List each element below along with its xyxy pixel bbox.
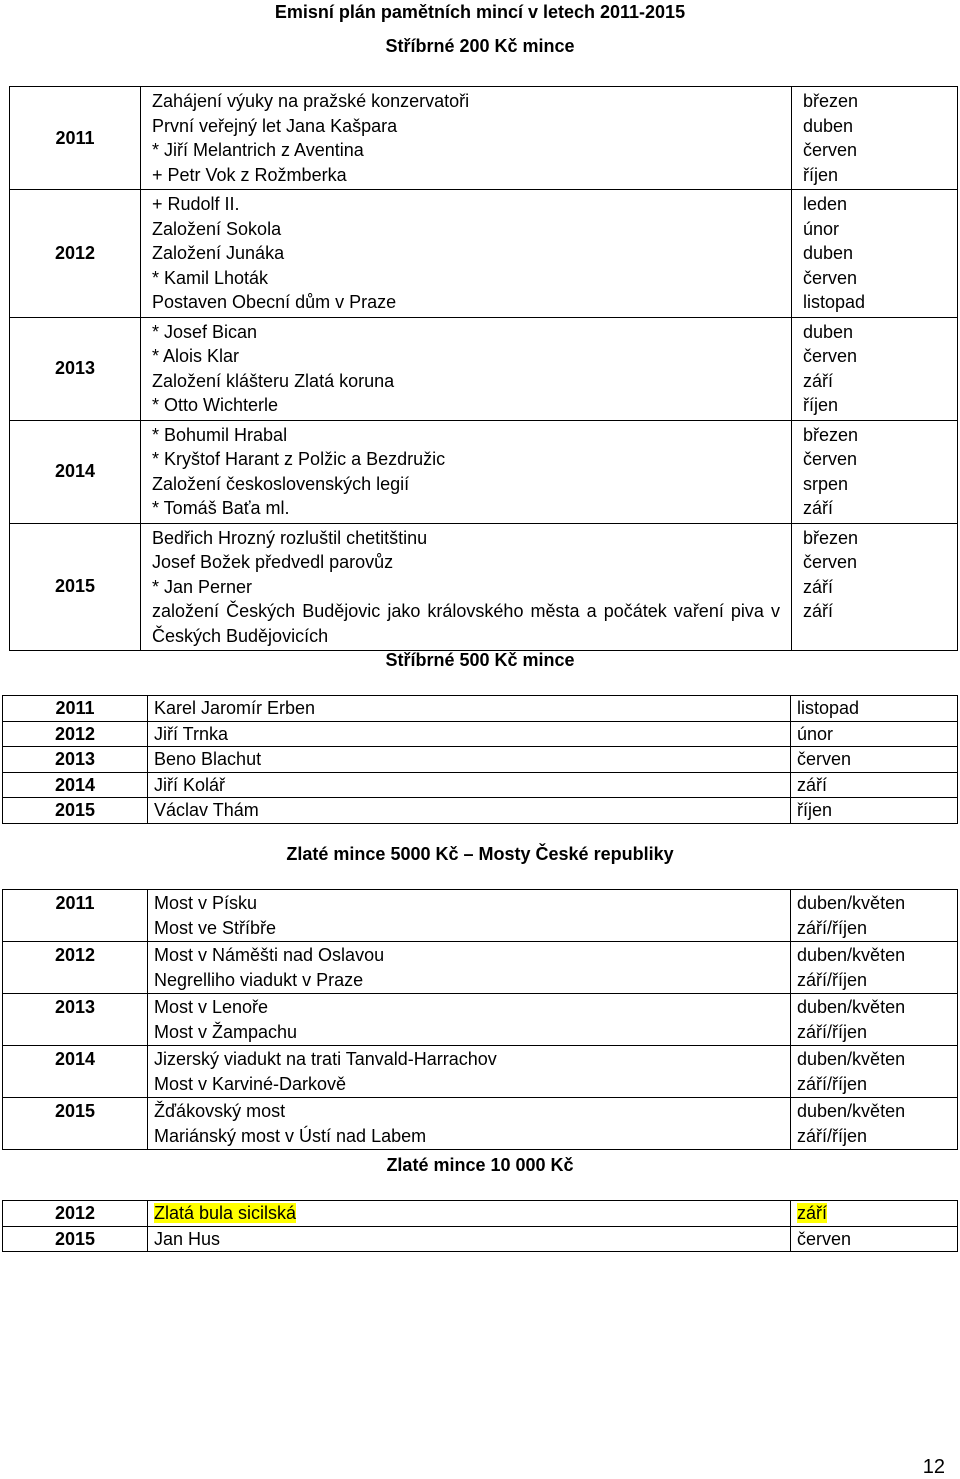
coin-name: První veřejný let Jana Kašpara xyxy=(152,115,398,136)
issue-month: březen xyxy=(803,424,859,445)
issue-month: duben/květen xyxy=(797,945,906,965)
coin-name: * Jiří Melantrich z Aventina xyxy=(152,140,364,160)
coin-name: Založení klášteru Zlatá koruna xyxy=(152,370,395,391)
issue-month: září/říjen xyxy=(797,1073,868,1094)
coin-name: Most v Písku xyxy=(154,893,258,913)
issue-months-cell xyxy=(792,420,958,523)
issue-months-cell xyxy=(792,87,958,190)
coin-name: Most v Lenoře xyxy=(154,997,269,1017)
coin-name: Založení Junáka xyxy=(152,243,285,263)
issue-month: září xyxy=(803,370,834,391)
issue-month: červen xyxy=(803,140,858,160)
coin-names-cell xyxy=(141,190,792,318)
year-label: 2014 xyxy=(54,1049,96,1069)
coin-name: * Bohumil Hrabal xyxy=(152,424,288,445)
table-row xyxy=(3,994,958,1046)
issue-month: duben/květen xyxy=(797,997,906,1017)
issue-month: říjen xyxy=(803,164,839,185)
coin-name: Negrelliho viadukt v Praze xyxy=(154,969,364,990)
coin-name: Mariánský most v Ústí nad Labem xyxy=(154,1125,427,1146)
issue-month: listopad xyxy=(791,696,958,722)
issue-month: září/říjen xyxy=(797,1125,868,1146)
coin-name: Josef Božek předvedl parovůz xyxy=(152,552,394,572)
issue-month: březen xyxy=(803,91,859,111)
coin-name: * Jan Perner xyxy=(152,576,253,597)
issue-month: duben/květen xyxy=(797,1101,906,1121)
table-row xyxy=(10,190,958,318)
issue-month: říjen xyxy=(791,798,958,824)
table-row xyxy=(3,1226,958,1252)
issue-month: září/říjen xyxy=(797,1021,868,1042)
coin-name: Bedřich Hrozný rozluštil chetitštinu xyxy=(152,527,428,548)
coin-name-cell xyxy=(148,1201,791,1227)
coin-name: Založení československých legií xyxy=(152,473,410,494)
table-row xyxy=(3,1098,958,1150)
issue-month: srpen xyxy=(803,473,849,494)
table-row xyxy=(10,420,958,523)
coin-name: Jiří Trnka xyxy=(148,721,791,747)
coin-name: Jizerský viadukt na trati Tanvald-Harrachov xyxy=(154,1049,497,1069)
coin-name: Most v Žampachu xyxy=(154,1021,298,1042)
table-row xyxy=(10,87,958,190)
coin-name: Václav Thám xyxy=(148,798,791,824)
gold-10000-table xyxy=(2,1200,958,1252)
coin-name: * Josef Bican xyxy=(152,321,258,342)
year-label: 2012 xyxy=(54,945,96,965)
issue-month: červen xyxy=(803,267,858,288)
coin-name: * Tomáš Baťa ml. xyxy=(152,498,290,518)
issue-months-cell xyxy=(791,890,958,942)
coin-name: Most v Náměšti nad Oslavou xyxy=(154,945,385,965)
issue-month: říjen xyxy=(803,395,839,415)
coin-name: Postaven Obecní dům v Praze xyxy=(152,292,397,312)
year-cell: 2012 xyxy=(3,1201,148,1227)
coin-name: * Otto Wichterle xyxy=(152,395,279,415)
issue-months-cell xyxy=(792,523,958,651)
table-row xyxy=(3,1201,958,1227)
issue-month: leden xyxy=(803,194,848,214)
coin-name: založení Českých Budějovic jako královského města a počátek vaření piva v Českých Budějovicích xyxy=(152,601,780,646)
highlighted-issue-month: září xyxy=(797,1203,828,1223)
coin-name: Založení Sokola xyxy=(152,218,282,239)
year-cell: 2013 xyxy=(10,317,141,420)
issue-months-cell xyxy=(791,942,958,994)
year-cell: 2011 xyxy=(10,87,141,190)
year-cell xyxy=(3,1098,148,1150)
issue-months-cell xyxy=(792,317,958,420)
section-heading-gold-10000: Zlaté mince 10 000 Kč xyxy=(386,1155,574,1175)
issue-month: září xyxy=(791,772,958,798)
issue-month: červen xyxy=(803,552,858,572)
coin-name: Zahájení výuky na pražské konzervatoři xyxy=(152,91,470,111)
year-cell: 2015 xyxy=(10,523,141,651)
coin-name: + Rudolf II. xyxy=(152,194,240,214)
page-number: 12 xyxy=(922,1456,945,1478)
silver-500-table xyxy=(2,695,958,824)
issue-month: září/říjen xyxy=(797,917,868,938)
year-cell: 2015 xyxy=(3,1226,148,1252)
issue-months-cell xyxy=(791,994,958,1046)
table-row xyxy=(3,890,958,942)
issue-month: duben xyxy=(803,321,854,342)
year-label: 2013 xyxy=(54,997,96,1017)
coin-name: Beno Blachut xyxy=(148,747,791,773)
table-row xyxy=(3,696,958,722)
issue-month: duben/květen xyxy=(797,893,906,913)
coin-names-cell xyxy=(148,1046,791,1098)
year-cell: 2014 xyxy=(10,420,141,523)
year-label: 2011 xyxy=(55,893,95,913)
issue-month: únor xyxy=(791,721,958,747)
year-cell xyxy=(3,942,148,994)
issue-month: duben/květen xyxy=(797,1049,906,1069)
issue-months-cell xyxy=(791,1046,958,1098)
coin-name: Jiří Kolář xyxy=(148,772,791,798)
coin-name: Karel Jaromír Erben xyxy=(148,696,791,722)
section-heading-silver-500: Stříbrné 500 Kč mince xyxy=(385,650,575,670)
issue-months-cell xyxy=(792,190,958,318)
issue-months-cell xyxy=(791,1098,958,1150)
coin-names-cell xyxy=(148,1098,791,1150)
coin-names-cell xyxy=(148,890,791,942)
coin-name: * Alois Klar xyxy=(152,346,240,366)
heading-prefix: Zlaté mince 5000 Kč xyxy=(286,844,459,864)
heading-suffix: Mosty České republiky xyxy=(478,844,674,864)
coin-name: * Kryštof Harant z Polžic a Bezdružic xyxy=(152,449,446,469)
year-cell: 2011 xyxy=(3,696,148,722)
coin-names-cell xyxy=(141,523,792,651)
year-cell: 2012 xyxy=(3,721,148,747)
table-row xyxy=(3,747,958,773)
table-row xyxy=(10,317,958,420)
issue-month: červen xyxy=(803,449,858,469)
year-cell: 2015 xyxy=(3,798,148,824)
year-cell xyxy=(3,1046,148,1098)
year-cell: 2014 xyxy=(3,772,148,798)
table-row xyxy=(3,942,958,994)
coin-name: Most v Karviné-Darkově xyxy=(154,1073,347,1094)
section-heading-silver-200: Stříbrné 200 Kč mince xyxy=(385,36,575,56)
coin-name: Žďákovský most xyxy=(154,1101,286,1121)
issue-month: únor xyxy=(803,218,840,239)
table-row xyxy=(3,1046,958,1098)
table-row xyxy=(3,798,958,824)
issue-month: září xyxy=(803,576,834,597)
table-row xyxy=(3,721,958,747)
issue-month: březen xyxy=(803,527,859,548)
coin-names-cell xyxy=(141,87,792,190)
table-row xyxy=(10,523,958,651)
coin-name: Most ve Stříbře xyxy=(154,917,277,938)
issue-month: červen xyxy=(791,747,958,773)
coin-names-cell xyxy=(148,942,791,994)
coin-names-cell xyxy=(141,317,792,420)
coin-name: + Petr Vok z Rožmberka xyxy=(152,164,347,185)
table-row xyxy=(3,772,958,798)
year-cell: 2012 xyxy=(10,190,141,318)
issue-month: září/říjen xyxy=(797,969,868,990)
section-heading-gold-5000 xyxy=(0,842,960,866)
heading-dash: – xyxy=(458,844,479,864)
year-label: 2015 xyxy=(54,1101,96,1121)
year-cell: 2013 xyxy=(3,747,148,773)
coin-name: Jan Hus xyxy=(148,1226,791,1252)
coin-names-cell xyxy=(148,994,791,1046)
highlighted-coin-name: Zlatá bula sicilská xyxy=(154,1203,297,1223)
coin-name: * Kamil Lhoták xyxy=(152,267,269,288)
issue-month: duben xyxy=(803,243,854,263)
year-cell xyxy=(3,994,148,1046)
issue-month: červen xyxy=(803,346,858,366)
issue-month: duben xyxy=(803,115,854,136)
issue-month: září xyxy=(803,498,834,518)
issue-month: září xyxy=(803,601,834,621)
issue-month: červen xyxy=(791,1226,958,1252)
silver-200-table xyxy=(9,86,958,651)
page-title: Emisní plán pamětních mincí v letech 2011-2015 xyxy=(274,2,686,22)
coin-names-cell xyxy=(141,420,792,523)
issue-month-cell xyxy=(791,1201,958,1227)
gold-5000-table xyxy=(2,889,958,1150)
issue-month: listopad xyxy=(803,292,866,312)
year-cell xyxy=(3,890,148,942)
